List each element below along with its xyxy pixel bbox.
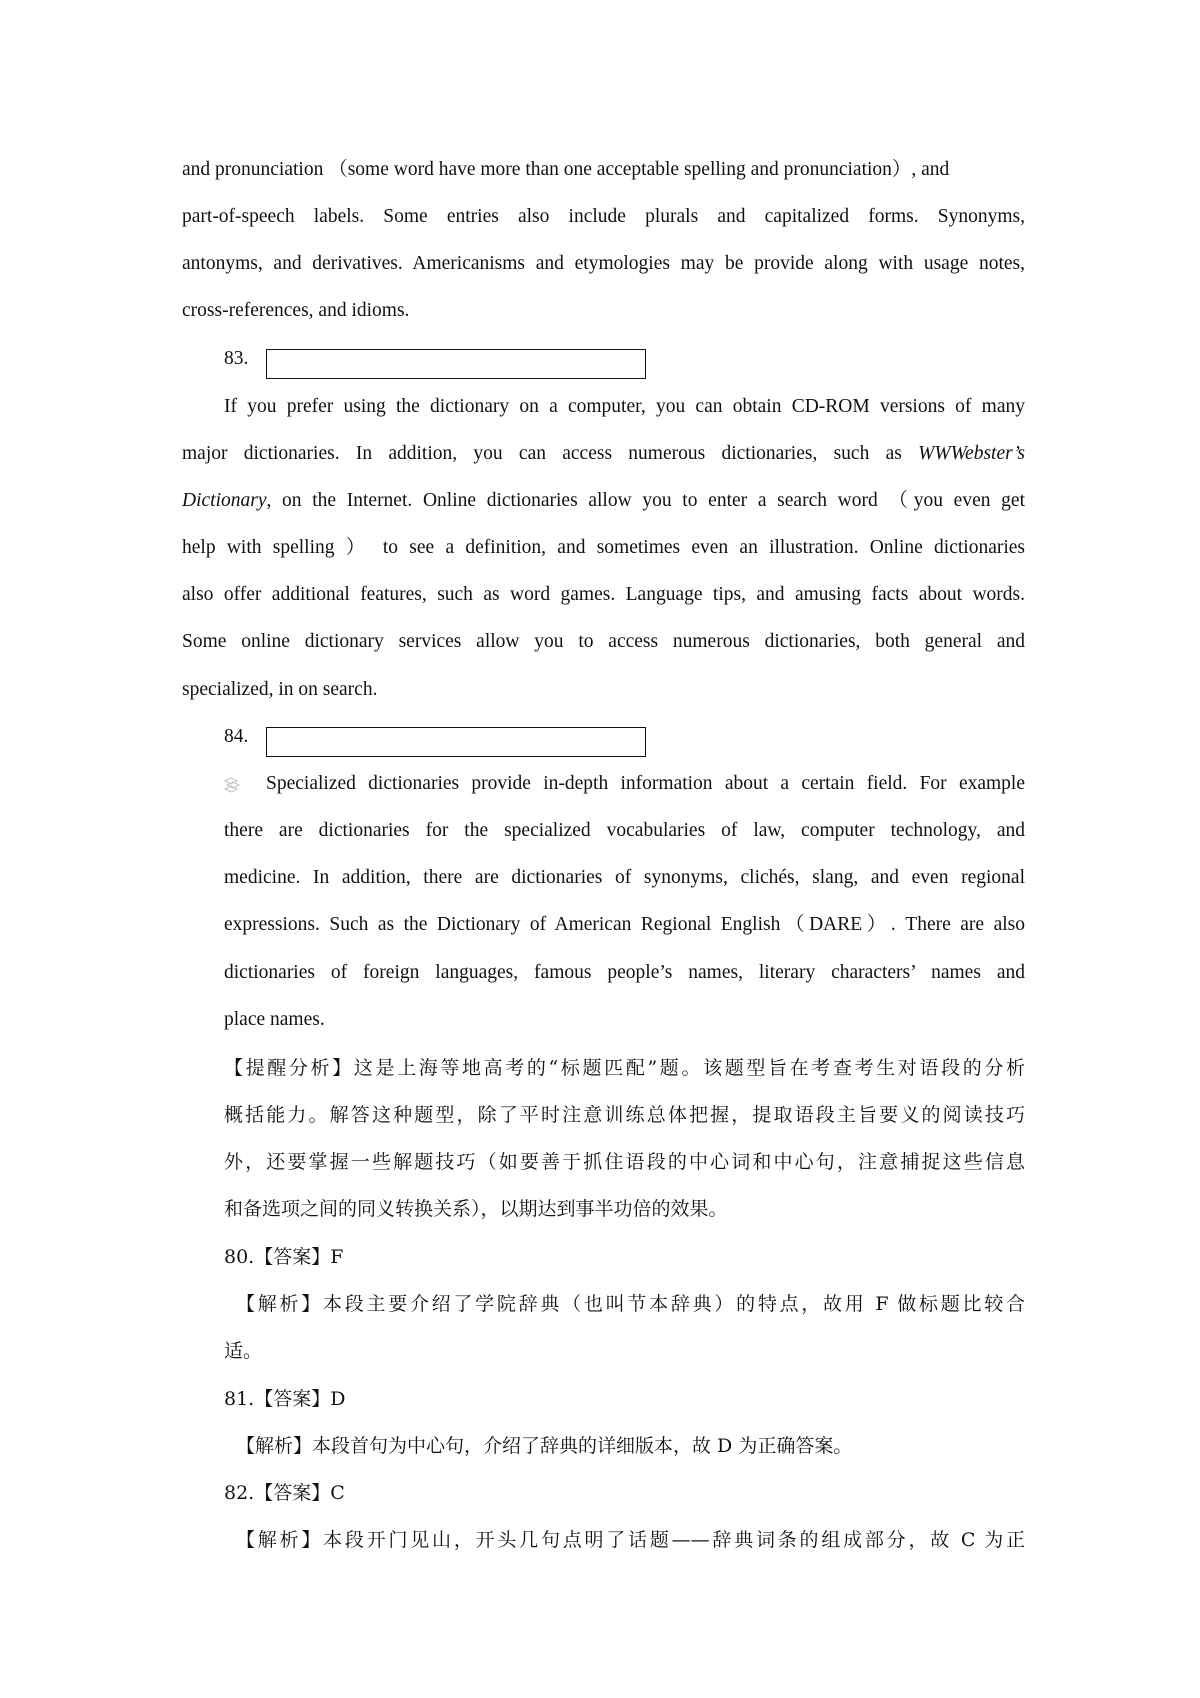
answer-label-82: 82.【答案】C [224, 1482, 345, 1504]
explanation-82: 【解析】本段开门见山，开头几句点明了话题——辞典词条的组成部分，故 C 为正 [236, 1529, 1025, 1551]
question-number-83: 83. [224, 348, 249, 369]
paragraph-line: specialized, in on search. [182, 679, 378, 700]
answer-label-80: 80.【答案】F [224, 1246, 344, 1268]
paragraph-line: part-of-speech labels. Some entries also include plurals and capitalized forms. Synonyms, [182, 206, 1025, 227]
paragraph-line: Specialized dictionaries provide in-depth information about a certain field. For example [266, 773, 1025, 794]
paragraph-text: , on the Internet. Online dictionaries allow you to enter a search word （you even get [266, 490, 1025, 511]
paragraph-line: expressions. Such as the Dictionary of American Regional English（DARE）. There are also [224, 914, 1025, 935]
paragraph-line: medicine. In addition, there are dictionaries of synonyms, clichés, slang, and even regional [224, 867, 1025, 888]
answer-box-84[interactable] [266, 727, 646, 757]
paragraph-line: and pronunciation （some word have more than one acceptable spelling and pronunciation）, and [182, 159, 950, 180]
paragraph-line [182, 488, 1025, 514]
paragraph-line: help with spelling ） to see a definition, and sometimes even an illustration. Online dictionaries [182, 537, 1025, 558]
question-number-84: 84. [224, 726, 249, 747]
analysis-line: 和备选项之间的同义转换关系），以期达到事半功倍的效果。 [224, 1198, 728, 1220]
analysis-line: 概括能力。解答这种题型，除了平时注意训练总体把握，提取语段主旨要义的阅读技巧 [224, 1104, 1025, 1126]
paragraph-line: dictionaries of foreign languages, famous people’s names, literary characters’ names and [224, 962, 1025, 983]
paragraph-line: If you prefer using the dictionary on a computer, you can obtain CD-ROM versions of many [224, 396, 1025, 417]
dictionary-title: WWWebster’s [918, 443, 1025, 464]
answer-label-81: 81.【答案】D [224, 1388, 346, 1410]
dictionary-title: Dictionary [182, 490, 267, 511]
bookmark-icon [222, 775, 242, 795]
paragraph-text: major dictionaries. In addition, you can access numerous dictionaries, such as [182, 443, 919, 464]
explanation-80-cont: 适。 [224, 1340, 263, 1362]
analysis-line: 【提醒分析】这是上海等地高考的“标题匹配”题。该题型旨在考查考生对语段的分析 [224, 1057, 1025, 1079]
paragraph-line [182, 441, 1025, 467]
explanation-80: 【解析】本段主要介绍了学院辞典（也叫节本辞典）的特点，故用 F 做标题比较合 [236, 1293, 1025, 1315]
paragraph-line: antonyms, and derivatives. Americanisms and etymologies may be provide along with usage notes, [182, 253, 1025, 274]
answer-box-83[interactable] [266, 349, 646, 379]
paragraph-line: cross-references, and idioms. [182, 300, 410, 321]
explanation-81: 【解析】本段首句为中心句，介绍了辞典的详细版本，故 D 为正确答案。 [236, 1435, 853, 1457]
paragraph-line: place names. [224, 1009, 325, 1030]
paragraph-line: also offer additional features, such as word games. Language tips, and amusing facts about words. [182, 584, 1025, 605]
analysis-line: 外，还要掌握一些解题技巧（如要善于抓住语段的中心词和中心句，注意捕捉这些信息 [224, 1151, 1025, 1173]
paragraph-line: Some online dictionary services allow you to access numerous dictionaries, both general and [182, 631, 1025, 652]
paragraph-line: there are dictionaries for the specialized vocabularies of law, computer technology, and [224, 820, 1025, 841]
